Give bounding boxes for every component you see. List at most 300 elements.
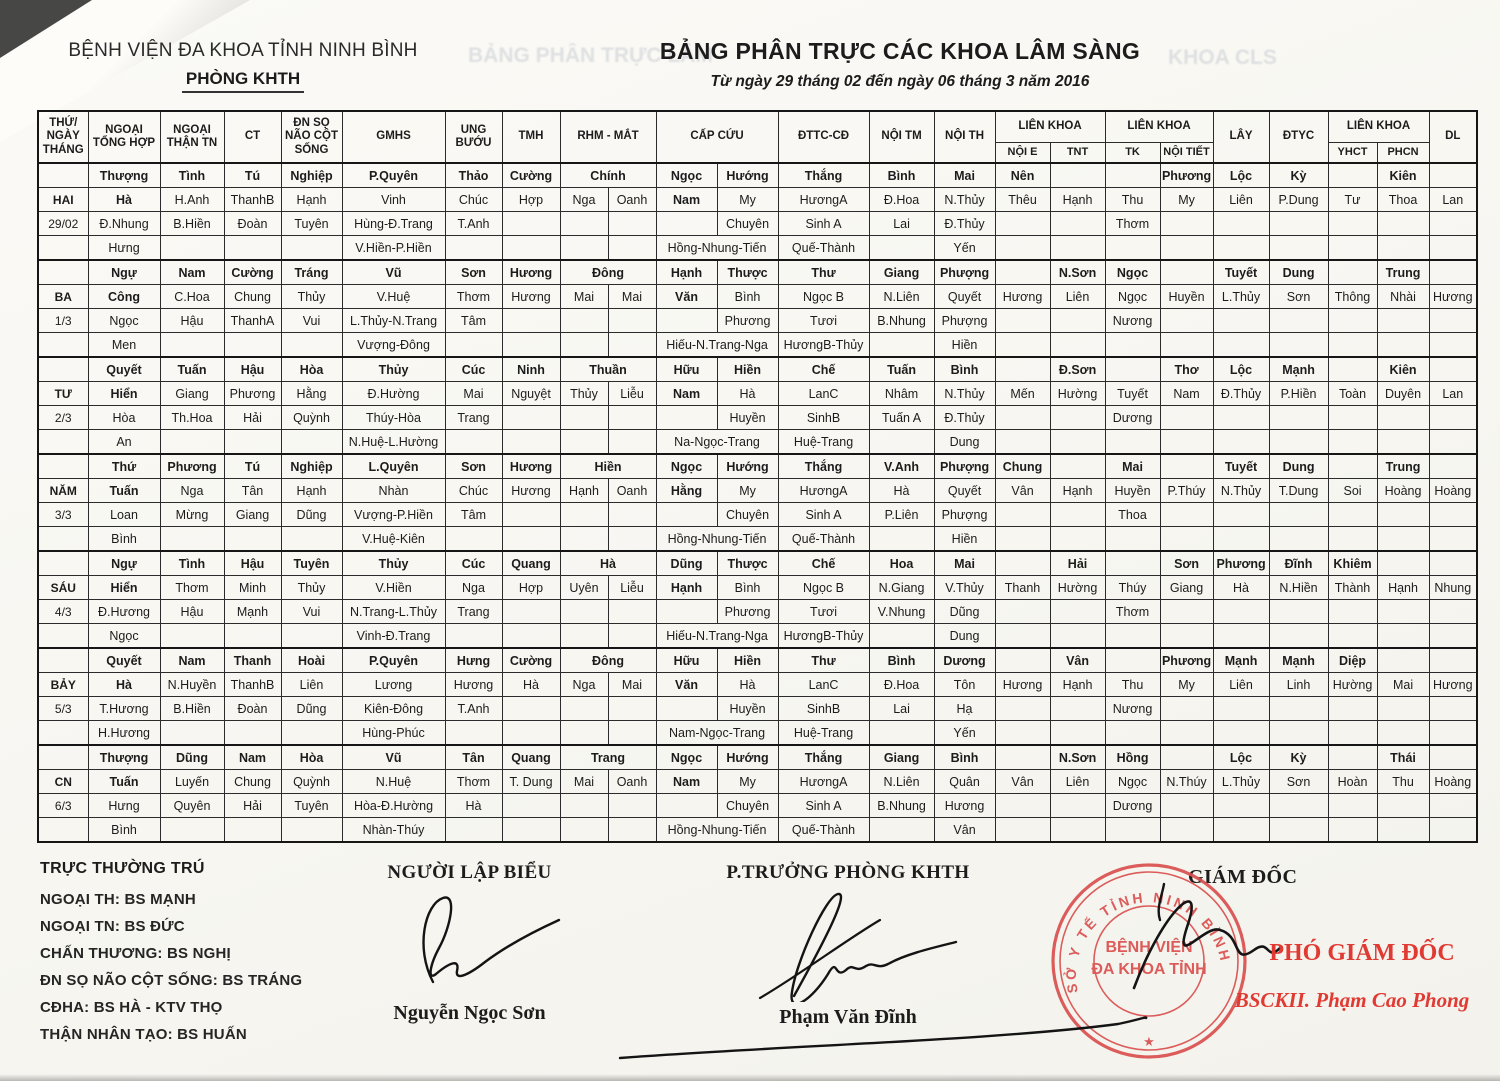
duty-cell: Thư bbox=[778, 648, 869, 673]
column-header: THỨ/ NGÀY THÁNG bbox=[38, 111, 88, 163]
duty-cell bbox=[1328, 527, 1377, 552]
duty-cell: Phương bbox=[717, 600, 778, 624]
duty-cell bbox=[995, 648, 1050, 673]
duty-cell bbox=[502, 697, 560, 721]
duty-cell: Hà bbox=[88, 673, 160, 697]
duty-cell bbox=[1429, 260, 1477, 285]
day-empty-cell bbox=[38, 357, 88, 382]
duty-cell: Nam bbox=[656, 770, 717, 794]
duty-cell bbox=[160, 430, 224, 455]
duty-cell: Hậu bbox=[224, 357, 281, 382]
duty-cell: Hạnh bbox=[560, 479, 608, 503]
column-header: RHM - MẮT bbox=[560, 111, 656, 163]
duty-cell: Mừng bbox=[160, 503, 224, 527]
duty-cell bbox=[1160, 406, 1213, 430]
duty-cell: Hường bbox=[1328, 673, 1377, 697]
duty-cell: T.Dung bbox=[1269, 479, 1328, 503]
duty-cell: Kiên bbox=[1377, 163, 1429, 188]
duty-cell: Hữu bbox=[656, 357, 717, 382]
duty-cell bbox=[1328, 333, 1377, 358]
duty-cell bbox=[1050, 212, 1105, 236]
duty-cell: Hùng-Phúc bbox=[342, 721, 445, 746]
duty-cell bbox=[869, 624, 934, 649]
duty-cell: Hà bbox=[502, 673, 560, 697]
duty-cell bbox=[1377, 551, 1429, 576]
duty-cell: Hợp bbox=[502, 576, 560, 600]
duty-cell: Tuyết bbox=[1213, 260, 1269, 285]
duty-cell: Đ.Nhung bbox=[88, 212, 160, 236]
duty-cell: Ngọc B bbox=[778, 576, 869, 600]
duty-cell: Hồng-Nhung-Tiến bbox=[656, 527, 778, 552]
duty-cell: Thông bbox=[1328, 285, 1377, 309]
duty-cell bbox=[1377, 721, 1429, 746]
duty-cell bbox=[1160, 260, 1213, 285]
duty-cell: Hoàng bbox=[1429, 770, 1477, 794]
duty-cell bbox=[608, 600, 656, 624]
duty-cell: B.Nhung bbox=[869, 309, 934, 333]
duty-cell: Ngọc bbox=[656, 454, 717, 479]
duty-cell: Thủy bbox=[342, 551, 445, 576]
standby-line: CHẤN THƯƠNG: BS NGHỊ bbox=[40, 945, 231, 962]
duty-cell: Chúc bbox=[445, 479, 502, 503]
column-header: LIÊN KHOA bbox=[1105, 111, 1213, 143]
duty-cell: N.Huệ bbox=[342, 770, 445, 794]
duty-cell: Vinh bbox=[342, 188, 445, 212]
duty-cell: Kỳ bbox=[1269, 163, 1328, 188]
duty-cell: Hạnh bbox=[1377, 576, 1429, 600]
duty-cell: My bbox=[1160, 188, 1213, 212]
duty-cell bbox=[608, 818, 656, 843]
duty-cell: Giang bbox=[1160, 576, 1213, 600]
duty-cell: Hương bbox=[995, 673, 1050, 697]
duty-cell: Nga bbox=[560, 188, 608, 212]
duty-cell: Quyết bbox=[934, 285, 995, 309]
duty-cell: Chuyên bbox=[717, 794, 778, 818]
duty-cell: Nam bbox=[656, 382, 717, 406]
duty-cell: Đ.Hoa bbox=[869, 673, 934, 697]
duty-cell bbox=[995, 212, 1050, 236]
duty-cell bbox=[1328, 212, 1377, 236]
duty-cell: Chuyên bbox=[717, 503, 778, 527]
duty-cell bbox=[1328, 697, 1377, 721]
duty-cell: Đĩnh bbox=[1269, 551, 1328, 576]
duty-cell bbox=[1269, 430, 1328, 455]
duty-cell: P.Hiền bbox=[1269, 382, 1328, 406]
day-empty-cell bbox=[38, 163, 88, 188]
duty-cell bbox=[995, 697, 1050, 721]
duty-cell: Sinh A bbox=[778, 794, 869, 818]
duty-cell: Cường bbox=[502, 163, 560, 188]
duty-cell: Quyên bbox=[160, 794, 224, 818]
duty-cell: Nga bbox=[445, 576, 502, 600]
duty-cell: Tình bbox=[160, 551, 224, 576]
org-name: BỆNH VIỆN ĐA KHOA TỈNH NINH BÌNH bbox=[68, 40, 418, 61]
duty-cell: N.Liên bbox=[869, 285, 934, 309]
day-empty-cell bbox=[38, 818, 88, 843]
duty-cell: Thảo bbox=[445, 163, 502, 188]
duty-cell: Mai bbox=[934, 163, 995, 188]
duty-cell bbox=[1429, 406, 1477, 430]
duty-cell: Lộc bbox=[1213, 357, 1269, 382]
duty-cell bbox=[869, 333, 934, 358]
column-subheader: NỘI TIẾT bbox=[1160, 143, 1213, 164]
duty-cell: Ngự bbox=[88, 551, 160, 576]
duty-cell: L.Thủy-N.Trang bbox=[342, 309, 445, 333]
duty-cell bbox=[1160, 624, 1213, 649]
date-cell: 3/3 bbox=[38, 503, 88, 527]
standby-line: NGOẠI TN: BS ĐỨC bbox=[40, 918, 185, 935]
duty-cell: Nam-Ngọc-Trang bbox=[656, 721, 778, 746]
column-header: NGOẠI TỔNG HỢP bbox=[88, 111, 160, 163]
day-empty-cell bbox=[38, 527, 88, 552]
duty-cell: Ngọc bbox=[88, 624, 160, 649]
duty-cell: Tú bbox=[224, 163, 281, 188]
duty-cell: Quang bbox=[502, 551, 560, 576]
duty-cell bbox=[995, 406, 1050, 430]
duty-cell bbox=[1050, 430, 1105, 455]
duty-cell bbox=[1105, 721, 1160, 746]
duty-cell: Thủy bbox=[342, 357, 445, 382]
duty-cell: Mai bbox=[608, 673, 656, 697]
duty-cell: Hải bbox=[224, 406, 281, 430]
duty-cell: Thuần bbox=[560, 357, 656, 382]
duty-cell: Đông bbox=[560, 648, 656, 673]
duty-cell: Sinh A bbox=[778, 212, 869, 236]
duty-cell: Chính bbox=[560, 163, 656, 188]
roster-row bbox=[38, 648, 1477, 673]
duty-cell bbox=[224, 527, 281, 552]
duty-cell: Hồng-Nhung-Tiến bbox=[656, 818, 778, 843]
duty-cell: Hà bbox=[1213, 576, 1269, 600]
duty-cell bbox=[1377, 503, 1429, 527]
duty-cell bbox=[608, 624, 656, 649]
duty-cell: Mai bbox=[1377, 673, 1429, 697]
duty-cell: Hương bbox=[502, 479, 560, 503]
duty-cell: Lan bbox=[1429, 382, 1477, 406]
duty-cell: LanC bbox=[778, 382, 869, 406]
duty-cell bbox=[1269, 624, 1328, 649]
duty-cell: Hữu bbox=[656, 648, 717, 673]
column-header: LIÊN KHOA bbox=[1328, 111, 1429, 143]
standby-line: CĐHA: BS HÀ - KTV THỌ bbox=[40, 999, 223, 1016]
duty-cell: Mạnh bbox=[1269, 357, 1328, 382]
duty-cell: Tú bbox=[224, 454, 281, 479]
duty-cell: Th.Hoa bbox=[160, 406, 224, 430]
duty-cell: Thơm bbox=[445, 285, 502, 309]
duty-cell bbox=[224, 624, 281, 649]
dept-head-signature bbox=[698, 884, 998, 1002]
duty-cell: Thược bbox=[717, 551, 778, 576]
bleed-through-text-right: KHOA CLS bbox=[1168, 46, 1277, 69]
duty-cell bbox=[608, 333, 656, 358]
roster-row bbox=[38, 600, 1477, 624]
duty-cell: V.Thủy bbox=[934, 576, 995, 600]
duty-cell bbox=[1105, 551, 1160, 576]
duty-cell: Nga bbox=[560, 673, 608, 697]
duty-cell bbox=[1160, 818, 1213, 843]
duty-cell: My bbox=[717, 188, 778, 212]
duty-cell bbox=[1429, 648, 1477, 673]
duty-cell: Quang bbox=[502, 745, 560, 770]
duty-cell: Vân bbox=[995, 770, 1050, 794]
duty-cell: Tuyết bbox=[1213, 454, 1269, 479]
duty-cell: Dương bbox=[1105, 406, 1160, 430]
duty-cell: Yến bbox=[934, 236, 995, 261]
duty-cell: Đ.Hường bbox=[342, 382, 445, 406]
duty-cell: Oanh bbox=[608, 188, 656, 212]
duty-cell: Mai bbox=[560, 285, 608, 309]
roster-row bbox=[38, 503, 1477, 527]
duty-cell: Phương bbox=[1160, 648, 1213, 673]
duty-cell: Thúy bbox=[1105, 576, 1160, 600]
duty-cell bbox=[656, 600, 717, 624]
duty-cell: Hạnh bbox=[656, 576, 717, 600]
duty-cell: Công bbox=[88, 285, 160, 309]
dept-head-title: P.TRƯỞNG PHÒNG KHTH bbox=[726, 862, 970, 883]
duty-cell bbox=[1328, 454, 1377, 479]
duty-cell: HươngA bbox=[778, 770, 869, 794]
roster-row bbox=[38, 430, 1477, 455]
duty-cell: Ngự bbox=[88, 260, 160, 285]
duty-cell: Hướng bbox=[717, 163, 778, 188]
duty-cell bbox=[1377, 648, 1429, 673]
duty-cell: Giang bbox=[869, 745, 934, 770]
duty-cell: Tâm bbox=[445, 309, 502, 333]
duty-cell bbox=[1377, 624, 1429, 649]
duty-cell: My bbox=[717, 479, 778, 503]
duty-cell: Tuyết bbox=[1105, 382, 1160, 406]
duty-cell: Tôn bbox=[934, 673, 995, 697]
duty-cell bbox=[281, 624, 342, 649]
duty-cell: Hương bbox=[502, 454, 560, 479]
duty-cell: Hiền bbox=[560, 454, 656, 479]
duty-cell: Liên bbox=[1213, 673, 1269, 697]
duty-cell: Lộc bbox=[1213, 163, 1269, 188]
stamp-star: ★ bbox=[1143, 1034, 1155, 1049]
duty-cell: Soi bbox=[1328, 479, 1377, 503]
signature-block-dept-head bbox=[698, 862, 998, 1029]
duty-cell bbox=[1429, 794, 1477, 818]
duty-cell bbox=[1429, 697, 1477, 721]
duty-cell: ThanhB bbox=[224, 673, 281, 697]
duty-cell: Đ.Thủy bbox=[934, 212, 995, 236]
duty-cell bbox=[1160, 236, 1213, 261]
duty-cell bbox=[608, 212, 656, 236]
duty-cell: Quyết bbox=[934, 479, 995, 503]
duty-cell: Nam bbox=[656, 188, 717, 212]
duty-cell: Lai bbox=[869, 697, 934, 721]
duty-cell bbox=[656, 406, 717, 430]
duty-cell bbox=[1429, 551, 1477, 576]
page-title: BẢNG PHÂN TRỰC CÁC KHOA LÂM SÀNG bbox=[659, 38, 1141, 64]
roster-row bbox=[38, 576, 1477, 600]
bleed-through-text-left: BẢNG PHÂN TRỰC LÂM bbox=[468, 44, 713, 67]
day-empty-cell bbox=[38, 236, 88, 261]
duty-cell bbox=[1377, 236, 1429, 261]
maker-title: NGƯỜI LẬP BIỂU bbox=[387, 862, 552, 883]
duty-cell: Thái bbox=[1377, 745, 1429, 770]
duty-cell bbox=[502, 309, 560, 333]
duty-cell bbox=[1160, 333, 1213, 358]
duty-cell bbox=[1160, 794, 1213, 818]
duty-cell: Phượng bbox=[934, 454, 995, 479]
duty-cell: Nhài bbox=[1377, 285, 1429, 309]
duty-cell bbox=[995, 430, 1050, 455]
duty-cell: Minh bbox=[224, 576, 281, 600]
duty-cell bbox=[281, 236, 342, 261]
roster-row bbox=[38, 285, 1477, 309]
duty-cell: V.Nhung bbox=[869, 600, 934, 624]
duty-cell bbox=[1377, 600, 1429, 624]
duty-cell: Giang bbox=[224, 503, 281, 527]
duty-cell bbox=[160, 624, 224, 649]
duty-cell bbox=[1269, 527, 1328, 552]
duty-cell: Huyền bbox=[1105, 479, 1160, 503]
duty-cell: Hiếu-N.Trang-Nga bbox=[656, 333, 778, 358]
duty-cell bbox=[1050, 163, 1105, 188]
dept-head-name: Phạm Văn Đĩnh bbox=[779, 1006, 917, 1028]
duty-cell: Hương bbox=[445, 673, 502, 697]
column-header: UNG BƯỚU bbox=[445, 111, 502, 163]
duty-cell bbox=[560, 600, 608, 624]
duty-cell: Thu bbox=[1377, 770, 1429, 794]
duty-cell bbox=[1213, 309, 1269, 333]
duty-cell: Liên bbox=[1050, 770, 1105, 794]
duty-cell: Cúc bbox=[445, 357, 502, 382]
day-empty-cell bbox=[38, 745, 88, 770]
duty-cell bbox=[1269, 212, 1328, 236]
duty-cell: Hoài bbox=[281, 648, 342, 673]
duty-cell bbox=[656, 309, 717, 333]
duty-cell bbox=[995, 624, 1050, 649]
duty-cell: Bình bbox=[88, 527, 160, 552]
director-title: GIÁM ĐỐC bbox=[1188, 866, 1298, 888]
column-subheader: YHCT bbox=[1328, 143, 1377, 164]
duty-cell bbox=[1269, 794, 1328, 818]
duty-cell: Thắng bbox=[778, 745, 869, 770]
duty-cell: HươngB-Thủy bbox=[778, 333, 869, 358]
duty-cell: Hướng bbox=[717, 745, 778, 770]
duty-cell: Hợp bbox=[502, 188, 560, 212]
column-subheader: TK bbox=[1105, 143, 1160, 164]
roster-row bbox=[38, 551, 1477, 576]
duty-cell: Trang bbox=[445, 406, 502, 430]
duty-cell bbox=[502, 236, 560, 261]
duty-cell: Linh bbox=[1269, 673, 1328, 697]
duty-cell: Sơn bbox=[1160, 551, 1213, 576]
duty-cell: Cường bbox=[502, 648, 560, 673]
duty-cell bbox=[1429, 357, 1477, 382]
duty-cell bbox=[1429, 212, 1477, 236]
duty-cell bbox=[1269, 406, 1328, 430]
duty-cell: Nên bbox=[995, 163, 1050, 188]
duty-cell bbox=[560, 697, 608, 721]
duty-cell: Hường bbox=[1050, 382, 1105, 406]
duty-cell: P.Quyên bbox=[342, 163, 445, 188]
duty-cell: Kiên bbox=[1377, 357, 1429, 382]
duty-cell bbox=[1328, 745, 1377, 770]
duty-cell: V.Hiền-P.Hiền bbox=[342, 236, 445, 261]
duty-cell: HươngB-Thủy bbox=[778, 624, 869, 649]
duty-cell: Nam bbox=[1160, 382, 1213, 406]
duty-cell: Thơm bbox=[1105, 600, 1160, 624]
duty-cell: Chung bbox=[224, 770, 281, 794]
duty-cell: C.Hoa bbox=[160, 285, 224, 309]
duty-cell bbox=[502, 600, 560, 624]
duty-cell bbox=[502, 794, 560, 818]
duty-cell: My bbox=[717, 770, 778, 794]
duty-cell: V.Hiền bbox=[342, 576, 445, 600]
duty-cell bbox=[560, 794, 608, 818]
duty-cell bbox=[1328, 309, 1377, 333]
duty-cell: Nhung bbox=[1429, 576, 1477, 600]
duty-cell bbox=[1160, 430, 1213, 455]
duty-cell: Tuấn A bbox=[869, 406, 934, 430]
duty-cell bbox=[160, 527, 224, 552]
roster-row bbox=[38, 673, 1477, 697]
duty-cell: N.Huệ-L.Hường bbox=[342, 430, 445, 455]
duty-cell bbox=[281, 818, 342, 843]
hospital-stamp bbox=[1048, 860, 1250, 1062]
duty-cell: Hà bbox=[445, 794, 502, 818]
duty-cell: Huyền bbox=[717, 697, 778, 721]
day-name-cell: BẢY bbox=[38, 673, 88, 697]
duty-cell bbox=[869, 430, 934, 455]
stamp-arc-text: SỞ Y TẾ TỈNH NINH BÌNH bbox=[1062, 889, 1235, 995]
duty-cell bbox=[608, 309, 656, 333]
day-empty-cell bbox=[38, 648, 88, 673]
duty-cell bbox=[160, 333, 224, 358]
duty-cell: Trang bbox=[445, 600, 502, 624]
duty-cell bbox=[1213, 527, 1269, 552]
duty-cell bbox=[1328, 357, 1377, 382]
duty-cell: Mến bbox=[995, 382, 1050, 406]
roster-table bbox=[37, 110, 1478, 843]
duty-cell: Phượng bbox=[934, 309, 995, 333]
duty-cell bbox=[1328, 721, 1377, 746]
duty-cell: Thượng bbox=[88, 163, 160, 188]
duty-cell bbox=[1213, 794, 1269, 818]
duty-cell bbox=[1377, 333, 1429, 358]
roster-row bbox=[38, 188, 1477, 212]
duty-cell: N.Sơn bbox=[1050, 745, 1105, 770]
roster-row bbox=[38, 406, 1477, 430]
day-name-cell: NĂM bbox=[38, 479, 88, 503]
day-name-cell: TƯ bbox=[38, 382, 88, 406]
duty-cell: Thư bbox=[778, 260, 869, 285]
duty-cell: Quế-Thành bbox=[778, 236, 869, 261]
duty-cell: Hòa bbox=[281, 357, 342, 382]
duty-cell: N.Giang bbox=[869, 576, 934, 600]
scan-bottom-shadow bbox=[0, 1074, 1500, 1081]
duty-cell: B.Hiền bbox=[160, 212, 224, 236]
duty-cell: Mai bbox=[445, 382, 502, 406]
duty-cell: Vũ bbox=[342, 745, 445, 770]
duty-cell: Hoàn bbox=[1328, 770, 1377, 794]
duty-cell bbox=[1269, 818, 1328, 843]
duty-cell: Đoàn bbox=[224, 697, 281, 721]
duty-cell: Quế-Thành bbox=[778, 527, 869, 552]
column-header: GMHS bbox=[342, 111, 445, 163]
duty-cell: Cường bbox=[224, 260, 281, 285]
date-cell: 6/3 bbox=[38, 794, 88, 818]
duty-cell bbox=[1050, 454, 1105, 479]
duty-cell: Nam bbox=[160, 648, 224, 673]
duty-cell: SinhB bbox=[778, 697, 869, 721]
duty-cell: Vũ bbox=[342, 260, 445, 285]
duty-cell bbox=[1213, 430, 1269, 455]
duty-cell: Lai bbox=[869, 212, 934, 236]
